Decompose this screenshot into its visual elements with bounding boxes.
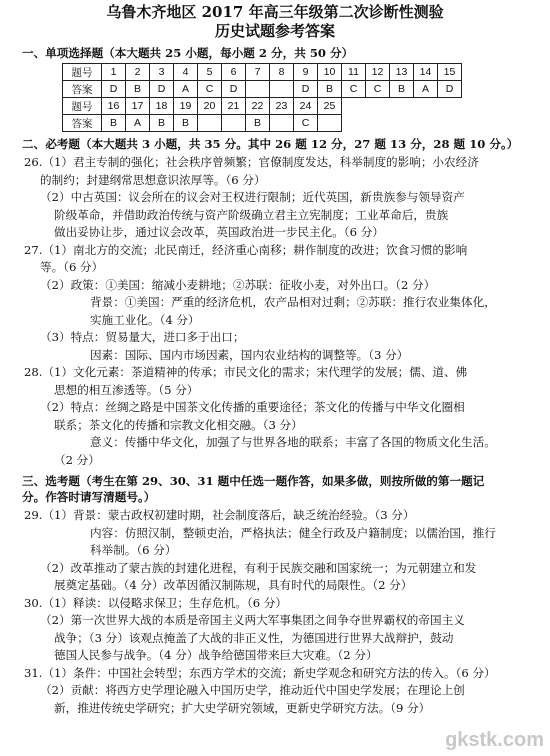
question-number-cell: 5 <box>198 64 222 81</box>
question-number-cell: 4 <box>174 64 198 81</box>
answer-cell: B <box>318 81 342 98</box>
text-line: 意义：传播中华文化，加强了与世界各地的联系；丰富了各国的物质文化生活。 <box>90 435 496 449</box>
section2-heading: 二、必考题（本大题共 3 小题，共 35 分。其中 26 题 12 分，27 题 13 分，28 题 10 分。） <box>22 137 519 151</box>
text-line: 因素：国际、国内市场因素，国内农业结构的调整等。（3 分） <box>90 347 409 362</box>
text-line: （2）政策：①美国：缩减小麦耕地；②苏联：征收小麦，对外出口。（2 分） <box>40 277 436 292</box>
text-line: （2）改革推动了蒙古族的封建化进程，有利于民族交融和国家统一；为元朝建立和发 <box>40 560 477 575</box>
text-line: 31.（1）条件：中国社会转型；东西方学术的交流；新史学观念和研究方法的传入。（6 分） <box>24 665 496 680</box>
text-line: 等。（6 分） <box>40 260 104 274</box>
text-line: 阶级革命，并借助政治传统与资产阶级确立君主立宪制度；工业革命后，贵族 <box>54 207 449 222</box>
section2-body <box>0 154 550 469</box>
question-number-cell: 7 <box>246 64 270 81</box>
answer-cell <box>222 115 246 132</box>
question-number-cell: 3 <box>150 64 174 81</box>
answer-cell <box>270 115 294 132</box>
row-header: 答案 <box>63 81 102 98</box>
row-header: 题号 <box>63 98 102 115</box>
answer-cell: A <box>126 115 150 132</box>
question-number-cell: 23 <box>270 98 294 115</box>
watermark-logo: gkstk.com <box>445 729 544 751</box>
answer-cell: C <box>342 81 366 98</box>
answer-cell <box>198 115 222 132</box>
question-number-cell: 6 <box>222 64 246 81</box>
question-number-row <box>63 98 462 115</box>
text-line: （2）中古英国：议会所在的议会对王权进行限制；近代英国，新贵族参与领导资产 <box>40 190 465 204</box>
answer-cell: A <box>174 81 198 98</box>
question-number-cell: 2 <box>126 64 150 81</box>
answer-cell <box>318 115 342 132</box>
question-number-cell: 24 <box>294 98 318 115</box>
text-line: 思想的相互渗透等。（5 分） <box>54 382 199 397</box>
text-line: （2）贡献：将西方史学理论融入中国历史学，推动近代中国史学发展；在理论上创 <box>40 683 465 697</box>
question-number-cell: 16 <box>102 98 126 115</box>
question-number-cell: 1 <box>102 64 126 81</box>
question-number-cell: 11 <box>342 64 366 81</box>
question-number-cell: 8 <box>270 64 294 81</box>
text-line: 德国人民参与战争。（4 分）战争给德国带来巨大灾难。（2 分） <box>54 648 378 662</box>
section3-body <box>0 507 550 717</box>
text-line: 26.（1）君主专制的强化；社会秩序曾频繁；官僚制度发达，科举制度的影响；小农经济 <box>24 155 479 169</box>
answer-cell: D <box>102 81 126 98</box>
text-line: 的制约；封建纲常思想意识浓厚等。（6 分） <box>40 172 266 187</box>
answer-cell: C <box>366 81 390 98</box>
text-line: 科举制。（6 分） <box>90 543 177 557</box>
text-line: （2）第一次世界大战的本质是帝国主义两大军事集团之间争夺世界霸权的帝国主义 <box>40 613 465 627</box>
question-number-row <box>63 64 462 81</box>
document-title: 乌鲁木齐地区 2017 年高三年级第二次诊断性测验 <box>106 3 444 21</box>
text-line: 30.（1）释读：以侵略求保卫；生存危机。（6 分） <box>24 595 287 610</box>
question-number-cell: 17 <box>126 98 150 115</box>
question-number-cell: 22 <box>246 98 270 115</box>
answer-cell: B <box>126 81 150 98</box>
question-number-cell: 19 <box>174 98 198 115</box>
answer-cell: A <box>414 81 438 98</box>
question-number-cell: 9 <box>294 64 318 81</box>
question-number-cell: 14 <box>414 64 438 81</box>
text-line: （2 分） <box>54 452 100 467</box>
text-line: 联系；茶文化的传播和宗教文化相交融。（3 分） <box>54 417 303 432</box>
document-subtitle: 历史试题参考答案 <box>214 22 335 40</box>
text-line: 内容：仿照汉制，整顿吏治，严格执法；健全行政及户籍制度；以儒治国，推行 <box>90 525 496 540</box>
row-header: 答案 <box>63 115 102 132</box>
section1-heading: 一、单项选择题（本大题共 25 小题，每小题 2 分，共 50 分） <box>22 46 354 60</box>
question-number-cell: 13 <box>390 64 414 81</box>
question-number-cell: 12 <box>366 64 390 81</box>
answer-row <box>63 81 462 98</box>
answer-cell: C <box>198 81 222 98</box>
text-line: 展奠定基础。（4 分）改革因循汉制陈规，具有时代的局限性。（2 分） <box>54 578 413 592</box>
answer-row <box>63 115 462 132</box>
text-line: 28.（1）文化元素：茶道精神的传承；市民文化的需求；宋代理学的发展；儒、道、佛 <box>24 365 468 379</box>
answer-cell: C <box>294 115 318 132</box>
text-line: 背景：①美国：严重的经济危机，农产品相对过剩；②苏联：推行农业集体化， <box>90 295 496 309</box>
question-number-cell: 15 <box>438 64 462 81</box>
section3-heading: 三、选考题（考生在第 29、30、31 题中任选一题作答，如果多做，则按所做的第一题记 <box>22 474 485 488</box>
text-line: 战争；（3 分）该观点掩盖了大战的非正义性，为德国进行世界大战辩护，鼓动 <box>54 630 454 645</box>
question-number-cell: 10 <box>318 64 342 81</box>
answer-cell: B <box>150 115 174 132</box>
text-line: 实施工业化。（4 分） <box>90 312 200 327</box>
text-line: 29.（1）背景：蒙古政权初建时期，社会制度落后，缺乏统治经验。（3 分） <box>24 508 415 522</box>
answer-cell: D <box>222 81 246 98</box>
answer-cell: B <box>390 81 414 98</box>
question-number-cell: 21 <box>222 98 246 115</box>
question-number-cell: 25 <box>318 98 342 115</box>
text-line: 做出妥协让步，通过议会改革，英国政治进一步民主化。（6 分） <box>54 225 384 239</box>
answer-cell: B <box>102 115 126 132</box>
text-line: 27.（1）南北方的交流；北民南迁，经济重心南移；耕作制度的改进；饮食习惯的影响 <box>24 242 468 257</box>
answer-cell: D <box>438 81 462 98</box>
question-number-cell: 20 <box>198 98 222 115</box>
question-number-cell: 18 <box>150 98 174 115</box>
answer-cell <box>270 81 294 98</box>
answer-cell: B <box>174 115 198 132</box>
row-header: 题号 <box>63 64 102 81</box>
text-line: （2）特点：丝绸之路是中国茶文化传播的重要途径；茶文化的传播与中华文化圈相 <box>40 400 465 414</box>
answer-table-1 <box>62 63 462 132</box>
answer-cell: D <box>150 81 174 98</box>
answer-cell: D <box>294 81 318 98</box>
answer-cell: B <box>246 115 270 132</box>
text-line: 新，推进传统史学研究；扩大史学研究领域，更新史学研究方法。（9 分） <box>54 700 431 715</box>
section3-heading-cont: 分。作答时请写清题号。） <box>22 490 156 504</box>
answer-cell <box>246 81 270 98</box>
text-line: （3）特点：贸易量大，进口多于出口； <box>40 330 245 344</box>
